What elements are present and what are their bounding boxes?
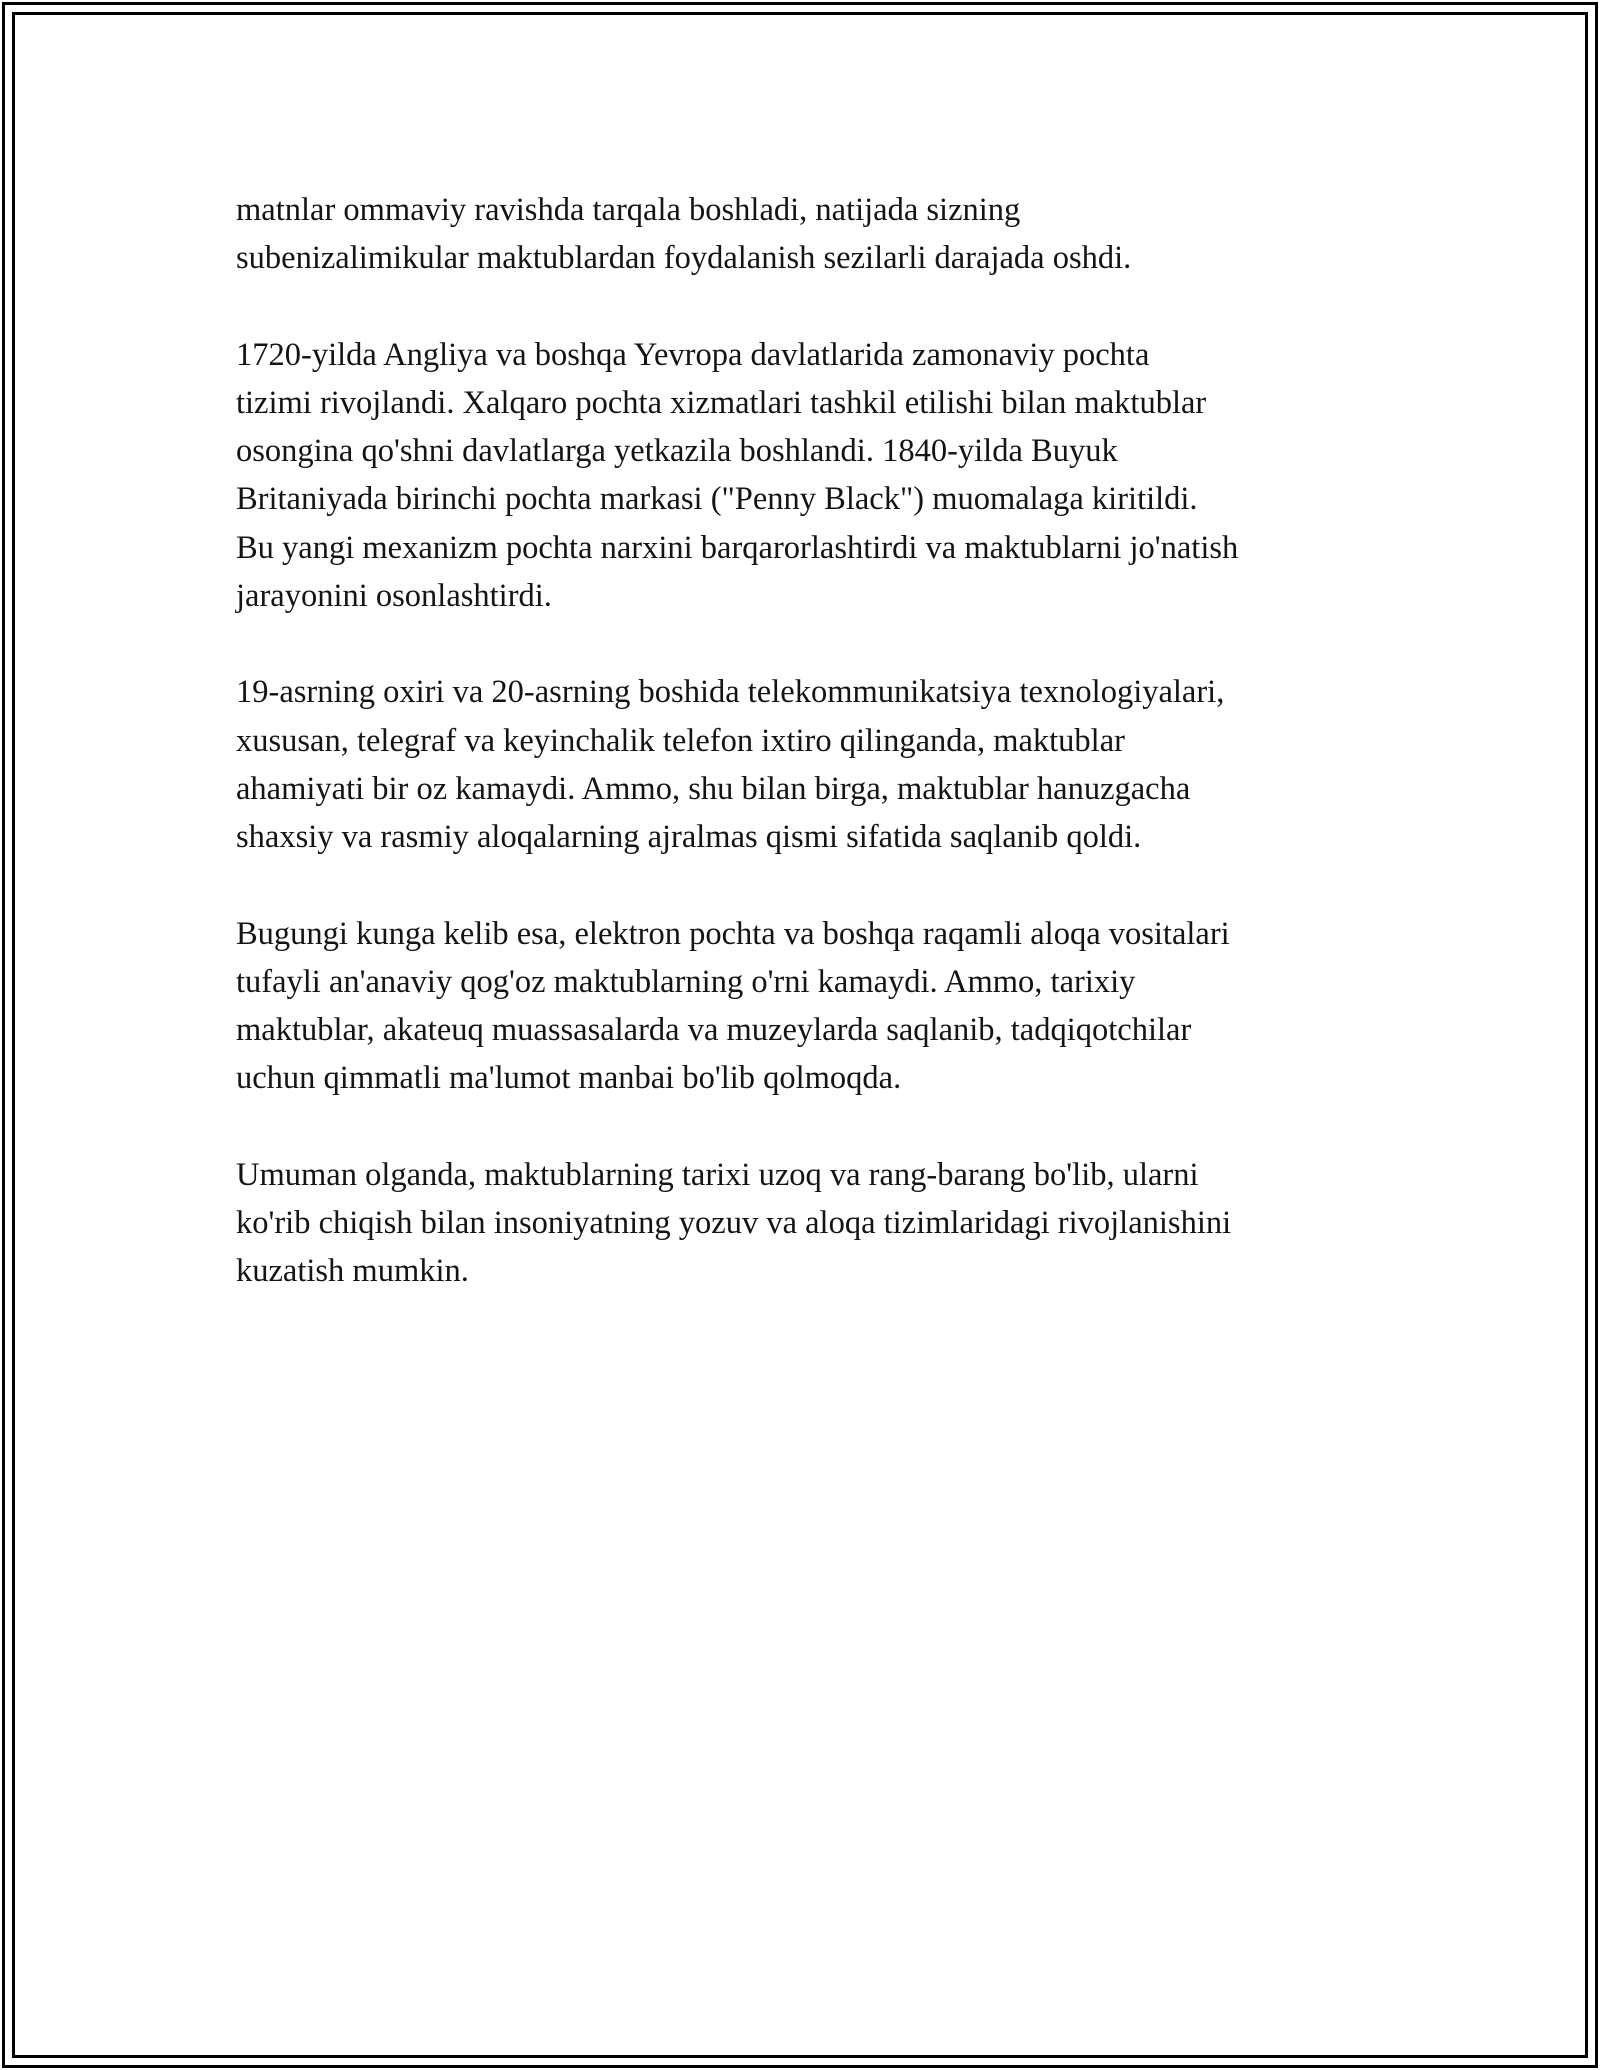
paragraph-line: kuzatish mumkin. bbox=[236, 1253, 469, 1290]
paragraph-2 bbox=[236, 331, 1396, 621]
paragraph-line: matnlar ommaviy ravishda tarqala boshladi, natijada sizning bbox=[236, 192, 1021, 228]
paragraph-line: 1720-yilda Angliya va boshqa Yevropa davlatlarida zamonaviy pochta bbox=[236, 336, 1150, 373]
paragraph-line: Umuman olganda, maktublarning tarixi uzoq va rang-barang bo'lib, ularni bbox=[236, 1156, 1199, 1193]
paragraph-line: Britaniyada birinchi pochta markasi ("Penny Black") muomalaga kiritildi. bbox=[236, 481, 1198, 518]
paragraph-line: uchun qimmatli ma'lumot manbai bo'lib qolmoqda. bbox=[236, 1060, 902, 1097]
paragraph-line: maktublar, akateuq muassasalarda va muzeylarda saqlanib, tadqiqotchilar bbox=[236, 1012, 1192, 1049]
paragraph-line: tufayli an'anaviy qog'oz maktublarning o'rni kamaydi. Ammo, tarixiy bbox=[236, 963, 1136, 1000]
paragraph-line: ahamiyati bir oz kamaydi. Ammo, shu bilan birga, maktublar hanuzgacha bbox=[236, 770, 1191, 807]
paragraph-4 bbox=[236, 910, 1396, 1103]
paragraph-line: Bu yangi mexanizm pochta narxini barqarorlashtirdi va maktublarni jo'natish bbox=[236, 529, 1239, 566]
paragraph-line: 19-asrning oxiri va 20-asrning boshida telekommunikatsiya texnologiyalari, bbox=[236, 674, 1225, 711]
document-body bbox=[236, 186, 1396, 1344]
paragraph-line: tizimi rivojlandi. Xalqaro pochta xizmatlari tashkil etilishi bilan maktublar bbox=[236, 384, 1207, 421]
paragraph-line: ko'rib chiqish bilan insoniyatning yozuv va aloqa tizimlaridagi rivojlanishini bbox=[236, 1205, 1232, 1242]
paragraph-line: osongina qo'shni davlatlarga yetkazila boshlandi. 1840-yilda Buyuk bbox=[236, 433, 1118, 470]
paragraph-line: subenizalimikular maktublardan foydalanish sezilarli darajada oshdi. bbox=[236, 240, 1132, 277]
paragraph-line: xususan, telegraf va keyinchalik telefon ixtiro qilinganda, maktublar bbox=[236, 722, 1125, 759]
paragraph-3 bbox=[236, 668, 1396, 861]
paragraph-line: Bugungi kunga kelib esa, elektron pochta va boshqa raqamli aloqa vositalari bbox=[236, 915, 1230, 952]
paragraph-line: jarayonini osonlashtirdi. bbox=[236, 578, 552, 615]
paragraph-5 bbox=[236, 1151, 1396, 1296]
paragraph-1 bbox=[236, 186, 1396, 283]
paragraph-line: shaxsiy va rasmiy aloqalarning ajralmas qismi sifatida saqlanib qoldi. bbox=[236, 819, 1142, 856]
